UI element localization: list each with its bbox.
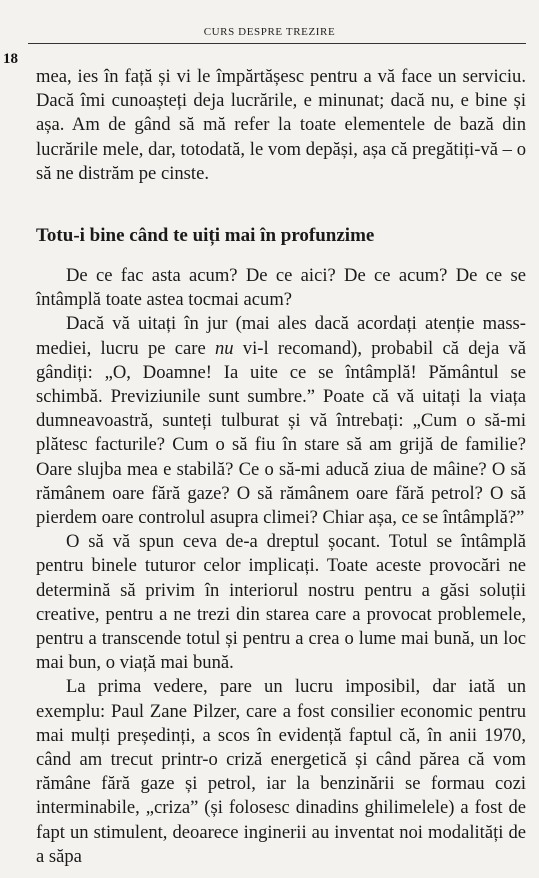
header-rule xyxy=(28,43,526,44)
section-title-text: Totu-i bine când te uiți mai în profunzime xyxy=(36,225,375,247)
section-title xyxy=(36,224,526,248)
paragraph-1: De ce fac asta acum? De ce aici? De ce acum? De ce se întâmplă toate astea tocmai acum? xyxy=(36,265,526,311)
emphasis-word: nu xyxy=(214,337,234,359)
paragraph-2: Dacă vă uitați în jur (mai ales dacă acordați atenție mass-mediei, lucru pe care nu vi-l recomand), probabil că deja vă gândiți: „O, Doamne! Ia uite ce se întâmplă! Pământul se schimbă. Previziunile sunt sumbre.” Poate că vă uitați la viața dumneavoastră, sunteți tulburat și vă întrebați: „Cum o să-mi plătesc facturile? Cum o să fiu în stare să am grijă de familie? Oare slujba mea e stabilă? Ce o să-mi aducă ziua de mâine? O să rămânem oare fără gaze? O să rămânem oare fără petrol? O să pierdem oare controlul asupra climei? Chiar așa, ce se întâmplă?” xyxy=(36,313,526,529)
running-header: CURS DESPRE TREZIRE xyxy=(203,26,336,38)
page-number: 18 xyxy=(3,51,18,67)
body-text xyxy=(36,65,526,869)
paragraph-4: La prima vedere, pare un lucru imposibil, dar iată un exemplu: Paul Zane Pilzer, care a fost consilier economic pentru mai mulți președinți, a scos în evidență faptul că, în anii 1970, când am trecut printr-o criză energetică și când părea că vom rămâne fără gaze și petrol, iar la benzinării se formau cozi interminabile, „criza” (și folosesc dinadins ghilimelele) a fost de fapt un stimulent, deoarece inginerii au inventat noi modalități de a săpa xyxy=(36,676,526,867)
intro-paragraph: mea, ies în față și vi le împărtășesc pentru a vă face un serviciu. Dacă îmi cunoașteți deja lucrările, e minunat; dacă nu, e bine și așa. Am de gând să mă refer la toate elementele de bază din lucrările mele, dar, totodată, le vom depăși, așa că pregătiți-vă – o să ne distrăm pe cinste. xyxy=(36,66,526,184)
paragraph-3: O să vă spun ceva de-a dreptul șocant. Totul se întâmplă pentru binele tuturor celor implicați. Toate aceste provocări ne determină să privim în interiorul nostru pentru a găsi soluții creative, pentru a ne trezi din starea care a provocat problemele, pentru a transcende totul și pentru a crea o lume mai bună, un loc mai bun, o viață mai bună. xyxy=(36,531,526,674)
